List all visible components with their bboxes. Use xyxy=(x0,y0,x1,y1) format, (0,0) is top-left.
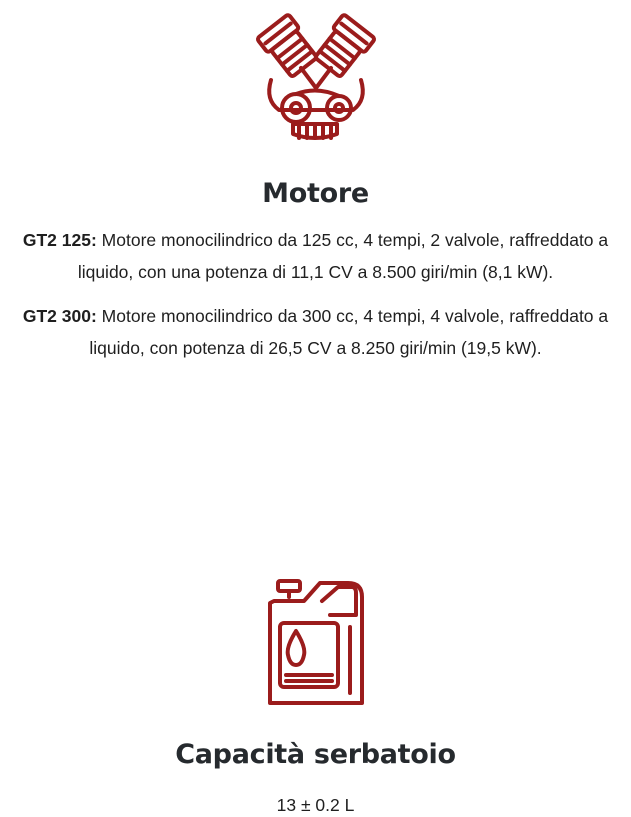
engine-section xyxy=(0,0,631,364)
fuel-can-icon xyxy=(256,575,376,715)
spec-model-label: GT2 300: xyxy=(22,306,97,326)
tank-section xyxy=(0,575,631,817)
spec-text: Motore monocilindrico da 125 cc, 4 tempi, 2 valvole, raffreddato a liquido, con una potenza di 11,1 CV a 8.500 giri/min (8,1 kW). xyxy=(77,230,609,282)
tank-capacity-value: 13 ± 0.2 L xyxy=(276,795,355,815)
engine-spec-gt2-300 xyxy=(16,300,616,364)
tank-title: Capacità serbatoio xyxy=(175,739,456,770)
engine-icon xyxy=(241,10,391,150)
engine-spec-gt2-125 xyxy=(16,224,616,288)
spec-text: Motore monocilindrico da 300 cc, 4 tempi, 4 valvole, raffreddato a liquido, con potenza di 26,5 CV a 8.250 giri/min (19,5 kW). xyxy=(89,306,609,358)
spec-model-label: GT2 125: xyxy=(22,230,97,250)
engine-title: Motore xyxy=(262,178,369,209)
